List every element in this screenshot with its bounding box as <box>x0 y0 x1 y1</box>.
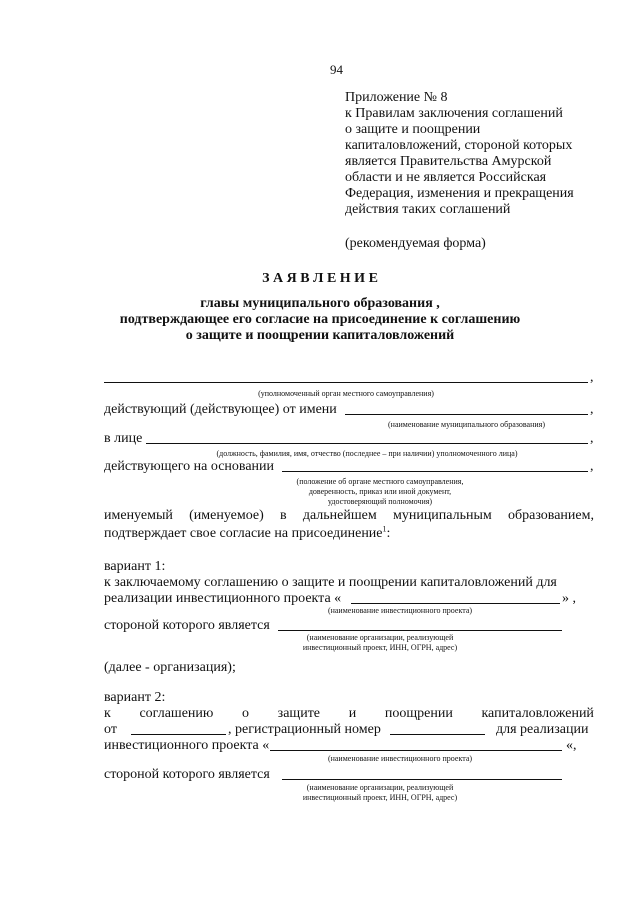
hint-org-line: (наименование организации, реализующей <box>306 783 454 792</box>
acting-on-behalf-label: действующий (действующее) от имени <box>104 402 337 417</box>
document-subtitle <box>0 296 640 344</box>
comma: , <box>590 402 594 417</box>
variant2-line3-prefix: инвестиционного проекта « <box>104 738 270 753</box>
colon: : <box>386 526 391 541</box>
variant2-date-field[interactable] <box>131 734 226 735</box>
hint-person: (должность, фамилия, имя, отчество (последнее – при наличии) уполномоченного лица) <box>216 449 518 458</box>
confirms-text: подтверждает свое согласие на присоединение <box>104 526 383 541</box>
variant2-reg-number: , регистрационный номер <box>228 722 381 737</box>
appendix-line: капиталовложений, стороной которых <box>345 138 573 153</box>
variant2-org-field[interactable] <box>282 779 562 780</box>
municipality-field[interactable] <box>345 414 588 415</box>
comma: , <box>590 459 594 474</box>
recommended-form: (рекомендуемая форма) <box>345 236 486 251</box>
subtitle-line: о защите и поощрении капиталовложений <box>185 328 455 343</box>
comma: , <box>590 370 594 385</box>
footnote-mark[interactable]: 1 <box>382 524 387 534</box>
page-number: 94 <box>330 62 343 77</box>
hint-basis-line: (положение об органе местного самоуправления, <box>296 477 464 486</box>
variant2-reg-field[interactable] <box>390 734 485 735</box>
variant2-from: от <box>104 722 117 737</box>
word: поощрении <box>384 706 453 721</box>
variant1-project-field[interactable] <box>351 603 560 604</box>
variant1-hint-org <box>250 633 510 653</box>
acting-basis-label: действующего на основании <box>104 459 275 474</box>
document-title: З А Я В Л Е Н И Е <box>262 271 378 286</box>
word: муниципальным <box>392 508 492 523</box>
variant2-heading: вариант 2: <box>104 690 166 705</box>
confirms-line <box>104 526 390 542</box>
variant1-heading: вариант 1: <box>104 559 166 574</box>
hint-basis <box>250 477 510 507</box>
variant1-further: (далее - организация); <box>104 660 236 675</box>
variant1-org-field[interactable] <box>278 630 562 631</box>
subtitle-line: главы муниципального образования , <box>200 296 440 311</box>
variant2-hint-project: (наименование инвестиционного проекта) <box>327 754 473 763</box>
hint-municipality: (наименование муниципального образования) <box>388 420 545 429</box>
variant1-line1: к заключаемому соглашению о защите и поощрении капиталовложений для <box>104 575 557 590</box>
subtitle-line: подтверждающее его согласие на присоединение к соглашению <box>119 312 521 327</box>
variant2-project-field[interactable] <box>270 750 562 751</box>
variant1-line2-suffix: » , <box>562 591 576 606</box>
basis-field[interactable] <box>282 471 588 472</box>
hint-org-line: инвестиционный проект, ИНН, ОГРН, адрес) <box>302 643 458 652</box>
word: и <box>348 706 357 721</box>
word: капиталовложений <box>481 706 594 721</box>
word: в <box>279 508 287 523</box>
word: именуемый <box>104 508 173 523</box>
hint-basis-line: доверенность, приказ или иной документ, <box>308 487 452 496</box>
appendix-line: действия таких соглашений <box>345 202 511 217</box>
word: (именуемое) <box>189 508 264 523</box>
variant2-line3-suffix: «, <box>566 738 577 753</box>
variant2-hint-org <box>250 783 510 803</box>
hint-org-line: (наименование организации, реализующей <box>306 633 454 642</box>
variant1-line2-prefix: реализации инвестиционного проекта « <box>104 591 342 606</box>
variant2-party-label: стороной которого является <box>104 767 270 782</box>
word: к <box>104 706 111 721</box>
appendix-line: о защите и поощрении <box>345 122 481 137</box>
comma: , <box>590 431 594 446</box>
variant2-for-impl: для реализации <box>496 722 589 737</box>
word: о <box>242 706 250 721</box>
appendix-block <box>345 90 574 218</box>
word: дальнейшем <box>302 508 377 523</box>
hint-org-line: инвестиционный проект, ИНН, ОГРН, адрес) <box>302 793 458 802</box>
appendix-line: к Правилам заключения соглашений <box>345 106 563 121</box>
word: соглашению <box>139 706 214 721</box>
named-line <box>104 508 594 524</box>
appendix-line: является Правительства Амурской <box>345 154 552 169</box>
appendix-line: Федерация, изменения и прекращения <box>345 186 574 201</box>
hint-basis-line: удостоверяющий полномочия) <box>327 497 433 506</box>
variant1-party-label: стороной которого является <box>104 618 270 633</box>
word: образованием, <box>508 508 594 523</box>
appendix-line: Приложение № 8 <box>345 90 448 105</box>
hint-authority: (уполномоченный орган местного самоуправления) <box>258 389 434 398</box>
person-field[interactable] <box>146 443 588 444</box>
word: защите <box>277 706 321 721</box>
variant2-line1 <box>104 706 594 722</box>
variant1-hint-project: (наименование инвестиционного проекта) <box>327 606 473 615</box>
appendix-line: области и не является Российская <box>345 170 547 185</box>
authority-field[interactable] <box>104 382 588 383</box>
in-person-label: в лице <box>104 431 143 446</box>
